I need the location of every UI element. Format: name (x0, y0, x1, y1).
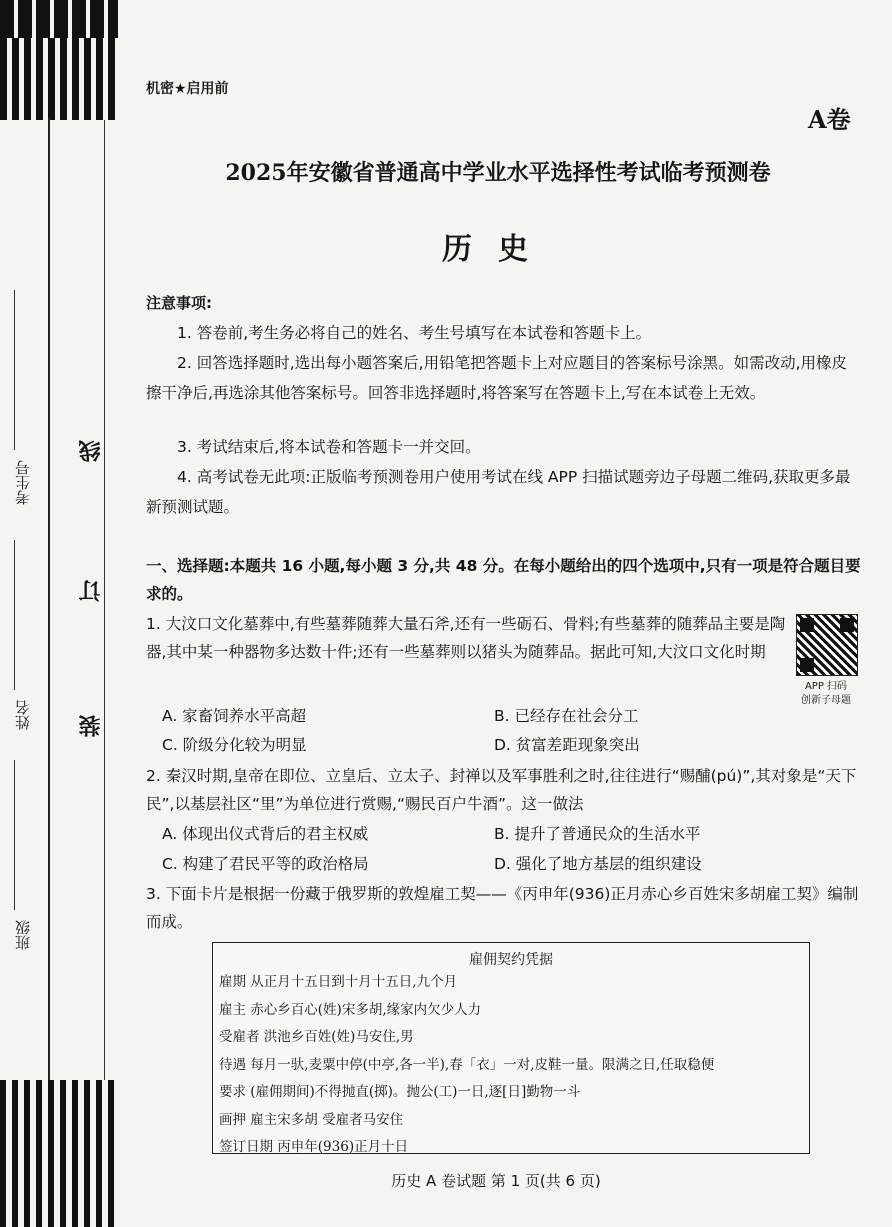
question-3-stem: 3. 下面卡片是根据一份藏于俄罗斯的敦煌雇工契——《丙申年(936)正月赤心乡百姓宋多胡雇工契》编制而成。 (146, 885, 859, 931)
card-row: 要求 (雇佣期间)不得抛直(掷)。抛公(工)一日,逐[日]勤物一斗 (219, 1084, 581, 1100)
name-field[interactable] (14, 540, 16, 690)
card-title: 雇佣契约凭据 (469, 952, 553, 968)
binding-char-zhuang: 装 (79, 715, 104, 737)
qr-code-icon (797, 615, 857, 675)
exam-title: 2025年安徽省普通高中学业水平选择性考试临考预测卷 (225, 160, 771, 186)
notice-item: 3. 考试结束后,将本试卷和答题卡一并交回。 (177, 438, 481, 456)
secret-label: 机密★启用前 (146, 81, 229, 97)
id-label: 考生号 (14, 460, 32, 505)
qr-caption-line1: APP 扫码 (804, 681, 848, 692)
card-row: 待遇 每月一驮,麦粟中停(中亭,各一半),春「衣」一对,皮鞋一量。限满之日,任取稳便 (219, 1056, 715, 1073)
barcode-pattern-bottom (0, 1080, 118, 1227)
q1-option-d: D. 贫富差距现象突出 (494, 736, 640, 754)
question-1-stem: 1. 大汶口文化墓葬中,有些墓葬随葬大量石斧,还有一些砺石、骨料;有些墓葬的随葬品主要是陶器,其中某一种器物多达数十件;还有一些墓葬则以猪头为随葬品。据此可知,大汶口文化时期 (146, 615, 786, 661)
section-heading: 一、选择题:本题共 16 小题,每小题 3 分,共 48 分。在每小题给出的四个选项中,只有一项是符合题目要求的。 (146, 557, 861, 603)
notice-item: 2. 回答选择题时,选出每小题答案后,用铅笔把答题卡上对应题目的答案标号涂黑。如需改动,用橡皮擦干净后,再选涂其他答案标号。回答非选择题时,将答案写在答题卡上,写在本试卷上无效。 (146, 354, 847, 402)
q2-option-a: A. 体现出仪式背后的君主权威 (162, 825, 369, 843)
card-row: 雇期 从正月十五日到十月十五日,九个月 (219, 974, 458, 990)
name-label: 姓名 (14, 700, 32, 730)
qr-caption (786, 680, 866, 708)
barcode-pattern-top (0, 0, 118, 38)
page-footer: 历史 A 卷试题 第 1 页(共 6 页) (391, 1172, 601, 1190)
binding-strip (0, 0, 118, 1227)
q2-option-b: B. 提升了普通民众的生活水平 (494, 825, 701, 843)
contract-card (212, 942, 810, 1154)
qr-caption-line2: 创新子母题 (801, 695, 851, 706)
class-label: 班级 (14, 920, 32, 950)
q1-option-b: B. 已经存在社会分工 (494, 707, 639, 725)
card-row: 签订日期 丙申年(936)正月十日 (219, 1139, 409, 1155)
id-field[interactable] (14, 290, 16, 450)
notice-item: 1. 答卷前,考生务必将自己的姓名、考生号填写在本试卷和答题卡上。 (177, 324, 652, 342)
q2-option-d: D. 强化了地方基层的组织建设 (494, 855, 702, 873)
notice-item: 4. 高考试卷无此项:正版临考预测卷用户使用考试在线 APP 扫描试题旁边子母题二维码,获取更多最新预测试题。 (146, 468, 851, 516)
notice-heading: 注意事项: (146, 294, 212, 312)
binding-char-ding: 订 (79, 580, 104, 602)
card-row: 雇主 赤心乡百心(姓)宋多胡,缘家内欠少人力 (219, 1001, 482, 1018)
q1-option-a: A. 家畜饲养水平高超 (162, 707, 307, 725)
qr-code[interactable] (796, 614, 858, 676)
version-label: A卷 (808, 105, 851, 134)
card-row: 画押 雇主宋多胡 受雇者马安住 (219, 1111, 404, 1128)
binding-char-xian: 线 (79, 440, 104, 462)
card-row: 受雇者 洪池乡百姓(姓)马安住,男 (219, 1029, 414, 1045)
question-2-stem: 2. 秦汉时期,皇帝在即位、立皇后、立太子、封禅以及军事胜利之时,往往进行“赐酺(pú)”,其对象是“天下民”,以基层社区“里”为单位进行赏赐,“赐民百户牛酒”。这一做法 (146, 767, 857, 813)
q1-option-c: C. 阶级分化较为明显 (162, 736, 307, 754)
subject-title: 历史 (442, 232, 554, 267)
class-field[interactable] (14, 760, 16, 910)
q2-option-c: C. 构建了君民平等的政治格局 (162, 855, 369, 873)
